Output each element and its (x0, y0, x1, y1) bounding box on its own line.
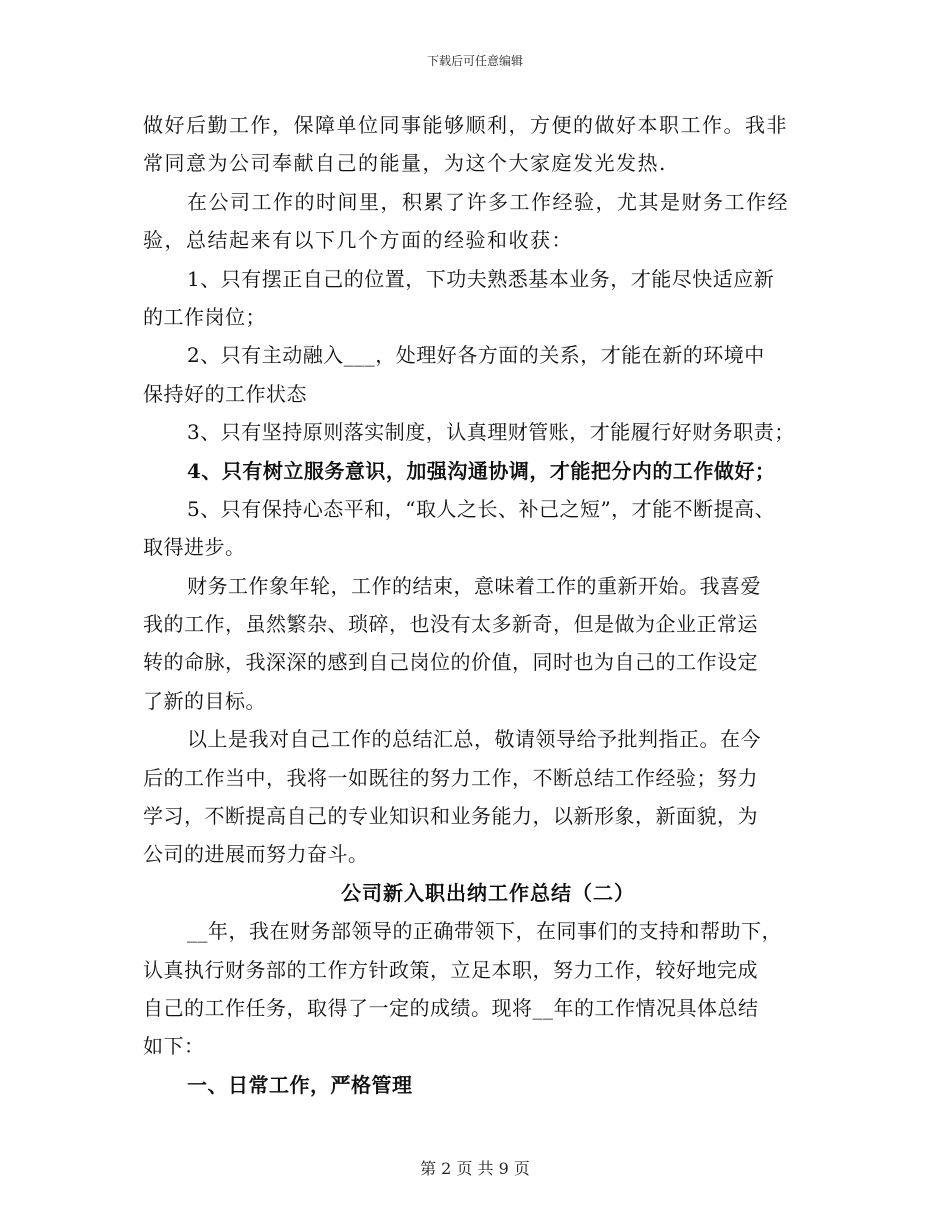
page-footer: 第 2 页 共 9 页 (420, 1159, 530, 1178)
paragraph-line: 以上是我对自己工作的总结汇总，敬请领导给予批判指正。在今 (187, 727, 761, 752)
paragraph-line: 公司的进展而努力奋斗。 (143, 842, 369, 867)
paragraph-line: 财务工作象年轮，工作的结束，意味着工作的重新开始。我喜爱 (187, 573, 761, 598)
paragraph-line: 验，总结起来有以下几个方面的经验和收获： (143, 228, 573, 253)
paragraph-line: 我的工作，虽然繁杂、琐碎，也没有太多新奇，但是做为企业正常运 (143, 612, 758, 637)
list-item-line: 5、只有保持心态平和，“取人之长、补己之短”，才能不断提高、 (187, 496, 776, 521)
paragraph-line: 如下： (143, 1034, 205, 1059)
list-item-line: 保持好的工作状态 (143, 381, 307, 406)
paragraph-line: 常同意为公司奉献自己的能量，为这个大家庭发光发热. (143, 151, 667, 176)
page-header: 下载后可任意编辑 (426, 54, 523, 68)
list-item-line: 3、只有坚持原则落实制度，认真理财管账，才能履行好财务职责； (187, 420, 795, 445)
paragraph-line: 后的工作当中，我将一如既往的努力工作，不断总结工作经验；努力 (143, 765, 758, 790)
paragraph-line: 自己的工作任务，取得了一定的成绩。现将__年的工作情况具体总结 (143, 995, 759, 1020)
paragraph-line: 学习，不断提高自己的专业知识和业务能力，以新形象，新面貌，为 (143, 804, 758, 829)
document-body (143, 106, 833, 1104)
list-item-line: 1、只有摆正自己的位置，下功夫熟悉基本业务，才能尽快适应新 (187, 266, 775, 291)
paragraph-line: 认真执行财务部的工作方针政策，立足本职，努力工作，较好地完成 (143, 957, 758, 982)
paragraph-line: 了新的目标。 (143, 688, 266, 713)
paragraph-line: 做好后勤工作，保障单位同事能够顺利，方便的做好本职工作。我非 (143, 113, 788, 137)
paragraph-line: 在公司工作的时间里，积累了许多工作经验，尤其是财务工作经 (187, 189, 789, 214)
list-item-line: 的工作岗位； (143, 304, 266, 329)
list-item-line-bold: 4、只有树立服务意识，加强沟通协调，才能把分内的工作做好； (187, 458, 776, 483)
paragraph-line: __年，我在财务部领导的正确带领下，在同事们的支持和帮助下， (187, 919, 782, 944)
list-item-line: 2、只有主动融入___，处理好各方面的关系，才能在新的环境中 (187, 343, 765, 368)
list-item-line: 取得进步。 (143, 535, 246, 560)
subsection-heading: 一、日常工作，严格管理 (187, 1072, 413, 1097)
section-title: 公司新入职出纳工作总结（二） (341, 880, 635, 905)
paragraph-line: 转的命脉，我深深的感到自己岗位的价值，同时也为自己的工作设定 (143, 650, 758, 675)
